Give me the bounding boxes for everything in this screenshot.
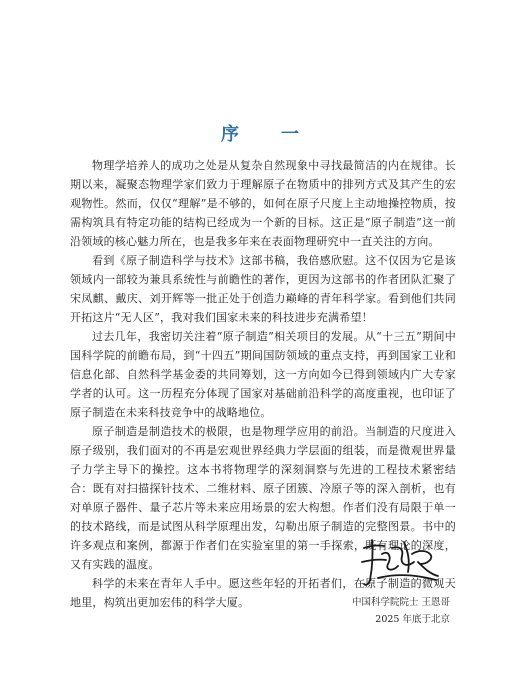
paragraph-4: 原子制造是制造技术的极限，也是物理学应用的前沿。当制造的尺度进入原子级别，我们面对的不再是宏观世界经典力学层面的组装，而是微观世界量子力学主导下的操控。这本书将物理学的深刻洞察与先进的工程技术紧密结合：既有对扫描探针技术、二维材料、原子团簇、冷原子等的深入剖析，也有对单原子器件、量子芯片等未来应用场景的宏大构想。作者们没有局限于单一的技术路线，而是试图从科学原理出发，勾勒出原子制造的完整图景。书中的许多观点和案例，都源于作者们在实验室里的第一手探索，既有理论的深度，又有实践的温度。 — [70, 425, 456, 571]
paragraph-1: 物理学培养人的成功之处是从复杂自然现象中寻找最简洁的内在规律。长期以来，凝聚态物理学家们致力于理解原子在物质中的排列方式及其产生的宏观物性。然而，仅仅“理解”是不够的，如何在原子尺度上主动地操控物质，按需构筑具有特定功能的结构已经成为一个新的目标。这正是“原子制造”这一前沿领域的核心魅力所在，也是我多年来在表面物理研究中一直关注的方向。 — [70, 159, 456, 248]
title-char-1: 序 — [221, 124, 239, 145]
paragraph-3: 过去几年，我密切关注着“原子制造”相关项目的发展。从“十三五”期间中国科学院的前瞻布局，到“十四五”期间国防领域的重点支持，再到国家工业和信息化部、自然科学基金委的共同筹划，这一方向如今已得到领域内广大专家学者的认可。这一历程充分体现了国家对基础前沿科学的高度重视，也印证了原子制造在未来科技竞争中的战略地位。 — [70, 330, 456, 419]
signoff-block — [352, 594, 450, 628]
paragraph-2: 看到《原子制造科学与技术》这部书稿，我倍感欣慰。这不仅因为它是该领域内一部较为兼具系统性与前瞻性的著作，更因为这部书的作者团队汇聚了宋凤麒、戴庆、刘开辉等一批正处于创造力巅峰的青年科学家。看到他们共同开拓这片“无人区”，我对我们国家未来的科技进步充满希望！ — [70, 254, 456, 324]
signoff-date: 2025 年底于北京 — [375, 614, 450, 625]
signoff-author: 中国科学院院士 王恩哥 — [351, 597, 450, 608]
page-title — [0, 120, 520, 146]
title-char-2: 一 — [281, 124, 299, 145]
paragraph-5: 科学的未来在青年人手中。愿这些年轻的开拓者们，在原子制造的微观天地里，构筑出更加宏伟的科学大厦。 — [70, 577, 456, 609]
handwritten-signature — [358, 534, 442, 590]
